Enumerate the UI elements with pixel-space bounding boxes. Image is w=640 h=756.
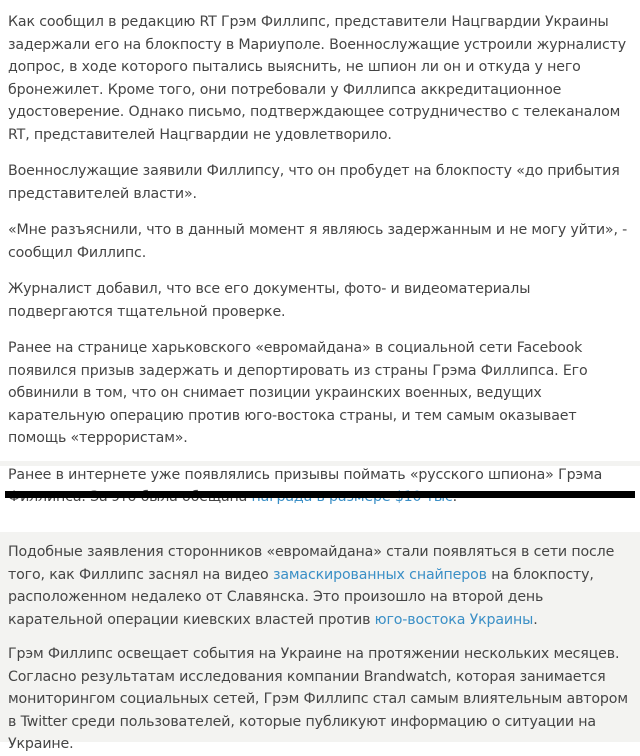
paragraph-8: Грэм Филлипс освещает события на Украине на протяжении нескольких месяцев. Согласно результатам исследования компании Brandwatch, которая занимается мониторингом социальных сетей, Грэм Филлипс стал самым влиятельным автором в Twitter среди пользователей, которые публикуют информацию о ситуации на Украине.: [8, 646, 628, 752]
paragraph-3: «Мне разъяснили, что в данный момент я являюсь задержанным и не могу уйти», - сообщил Филлипс.: [8, 222, 628, 261]
paragraph-4: Журналист добавил, что все его документы, фото- и видеоматериалы подвергаются тщательной проверке.: [8, 281, 531, 320]
paragraph-6: [8, 464, 636, 509]
snipers-link[interactable]: замаскированных снайперов: [272, 566, 487, 583]
paragraph-5: Ранее на странице харьковского «евромайдана» в социальной сети Facebook появился призыв задержать и депортировать из страны Грэма Филлипса. Его обвинили в том, что он снимает позиции украинских военных, ведущих карательную операцию против юго-востока страны, и тем самым оказывает помощь «террористам».: [8, 340, 588, 446]
article-text-bottom: [0, 532, 640, 752]
paragraph-6-text: Ранее в интернете уже появлялись призывы поймать «русского шпиона» Грэма: [8, 466, 603, 483]
paragraph-7-end: .: [533, 611, 538, 628]
paragraph-7: [8, 541, 636, 631]
paragraph-1: Как сообщил в редакцию RT Грэм Филлипс, представители Нацгвардии Украины задержали его на блокпосту в Мариуполе. Военнослужащие устроили журналисту допрос, в ходе которого пытались выяснить, не шпион ли он и откуда у него бронежилет. Кроме того, они потребовали у Филлипса аккредитационное удостоверение. Однако письмо, подтверждающее сотрудничество с телеканалом RT, представителей Нацгвардии не удовлетворило.: [8, 14, 627, 143]
paragraph-7-text: Подобные заявления сторонников «евромайдана» стали появляться в сети после того, как Филлипс заснял на видео: [8, 544, 615, 583]
section-divider: [5, 491, 635, 498]
south-east-ukraine-link[interactable]: юго-востока Украины: [374, 611, 534, 628]
section-background-strip: [0, 461, 640, 466]
paragraph-2: Военнослужащие заявили Филлипсу, что он пробудет на блокпосту «до прибытия представителей власти».: [8, 163, 620, 202]
paragraph-7-mid: на блокпосту, расположенном недалеко от Славянска. Это произошло на второй день карательной операции киевских властей против: [8, 566, 594, 628]
